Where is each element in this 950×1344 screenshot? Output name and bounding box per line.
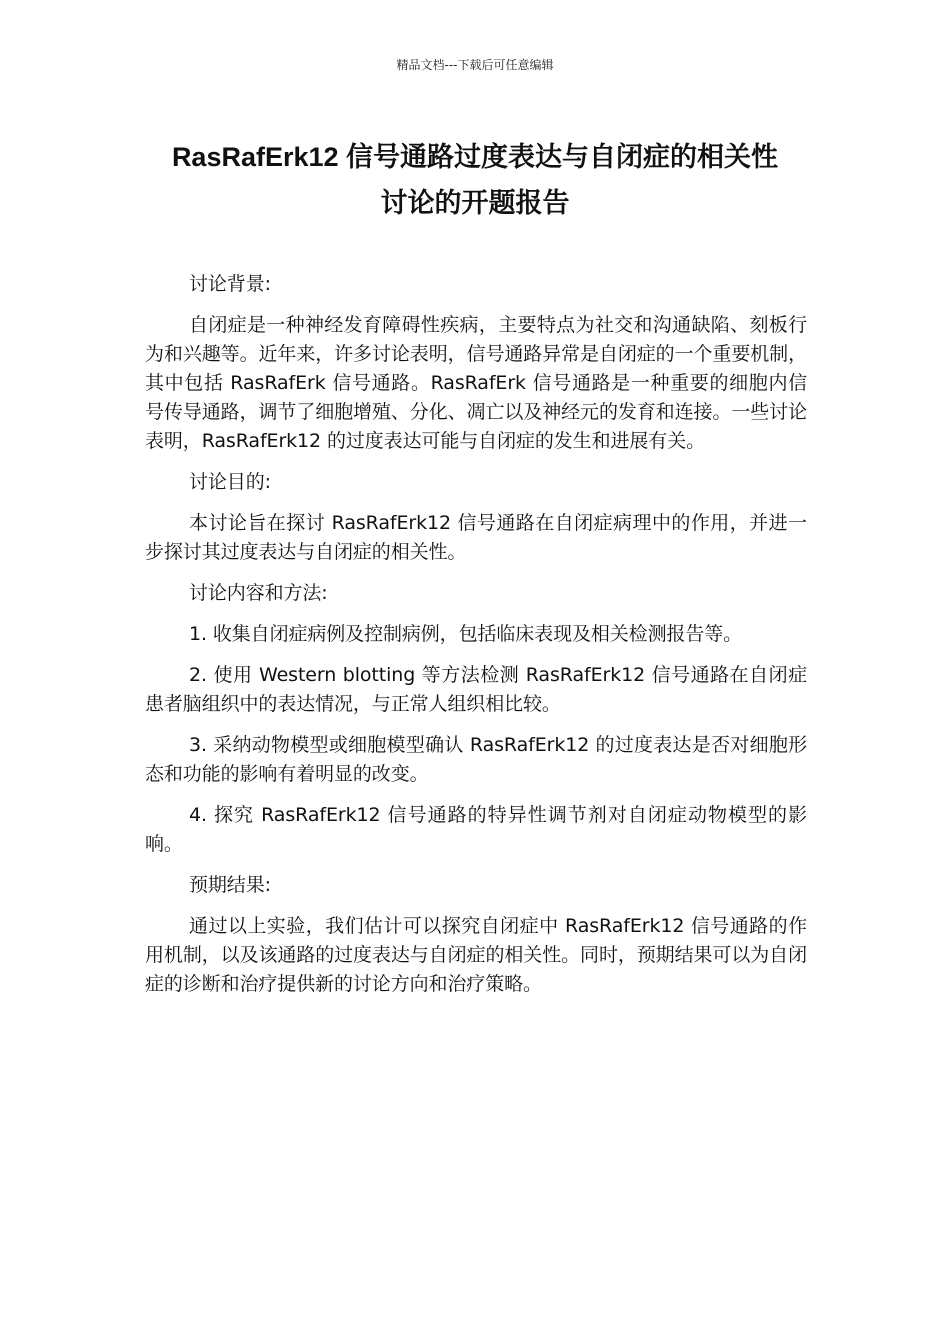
title-line-1: RasRafErk12 信号通路过度表达与自闭症的相关性	[171, 142, 779, 172]
document-body	[145, 270, 807, 1011]
title-line-2: 讨论的开题报告	[380, 188, 570, 218]
purpose-heading: 讨论目的:	[189, 471, 271, 493]
methods-heading: 讨论内容和方法:	[189, 582, 328, 604]
document-title	[145, 134, 805, 226]
method-item-1: 1. 收集自闭症病例及控制病例，包括临床表现及相关检测报告等。	[189, 623, 743, 645]
method-item-4: 4. 探究 RasRafErk12 信号通路的特异性调节剂对自闭症动物模型的影响。	[145, 804, 807, 855]
background-heading: 讨论背景:	[189, 273, 271, 295]
results-heading: 预期结果:	[189, 874, 271, 896]
background-paragraph: 自闭症是一种神经发育障碍性疾病，主要特点为社交和沟通缺陷、刻板行为和兴趣等。近年来，许多讨论表明，信号通路异常是自闭症的一个重要机制，其中包括 RasRafErk 信号通路。RasRafErk 信号通路是一种重要的细胞内信号传导通路，调节了细胞增殖、分化、凋亡以及神经元的发育和连接。一些讨论表明，RasRafErk12 的过度表达可能与自闭症的发生和进展有关。	[145, 314, 807, 452]
results-paragraph: 通过以上实验，我们估计可以探究自闭症中 RasRafErk12 信号通路的作用机制，以及该通路的过度表达与自闭症的相关性。同时，预期结果可以为自闭症的诊断和治疗提供新的讨论方向和治疗策略。	[145, 915, 807, 995]
purpose-paragraph: 本讨论旨在探讨 RasRafErk12 信号通路在自闭症病理中的作用，并进一步探讨其过度表达与自闭症的相关性。	[145, 512, 807, 563]
method-item-2: 2. 使用 Western blotting 等方法检测 RasRafErk12 信号通路在自闭症患者脑组织中的表达情况，与正常人组织相比较。	[145, 664, 807, 715]
page-header: 精品文档---下载后可任意编辑	[396, 58, 554, 72]
method-item-3: 3. 采纳动物模型或细胞模型确认 RasRafErk12 的过度表达是否对细胞形态和功能的影响有着明显的改变。	[145, 734, 807, 785]
